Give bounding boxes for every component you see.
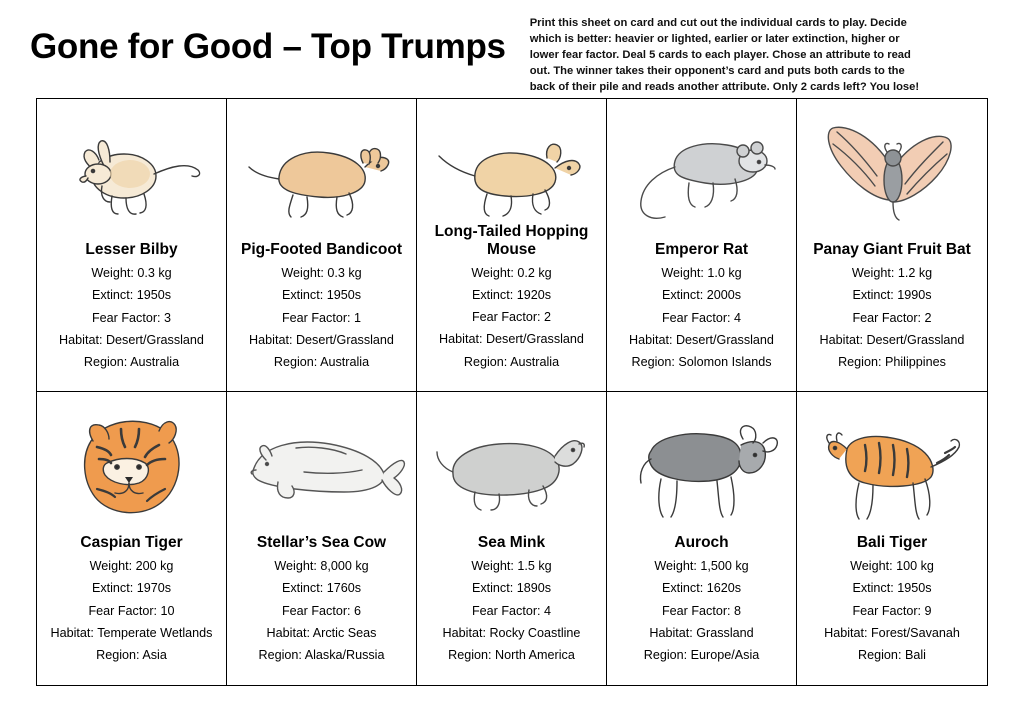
stat-extinct: Extinct: 1970s — [91, 581, 172, 596]
stat-habitat: Habitat: Desert/Grassland — [249, 332, 394, 347]
stat-habitat: Habitat: Arctic Seas — [266, 625, 377, 640]
tiger-head-illustration — [43, 402, 220, 532]
card-stats — [803, 556, 981, 677]
card-stats — [423, 263, 600, 383]
bilby-illustration — [43, 109, 220, 239]
stat-extinct: Extinct: 1920s — [471, 288, 552, 303]
stat-habitat: Habitat: Rocky Coastline — [442, 625, 581, 640]
instructions-text: Print this sheet on card and cut out the individual cards to play. Decide which is better: heavier or lighted, earlier or later extinction, higher or lower fear factor. Deal 5 cards to each player. Chose an attribute to read out. The winner takes their opponent’s card and puts both cards to the back of their pile and reads another attribute. Only 2 cards left? You lose! — [529, 17, 920, 93]
card-panay-giant-fruit-bat[interactable] — [797, 99, 987, 392]
stat-weight: Weight: 1.5 kg — [471, 559, 552, 574]
card-long-tailed-hopping-mouse[interactable] — [417, 99, 607, 392]
stat-extinct: Extinct: 1890s — [471, 581, 552, 596]
card-stellars-sea-cow[interactable] — [227, 392, 417, 685]
card-stats — [43, 263, 220, 383]
card-emperor-rat[interactable] — [607, 99, 797, 392]
bali-tiger-illustration — [803, 402, 981, 532]
card-stats — [233, 263, 410, 383]
auroch-illustration — [613, 402, 790, 532]
stat-fear-factor: Fear Factor: 6 — [281, 603, 362, 618]
sheet-header — [0, 0, 1024, 96]
card-title: Bali Tiger — [856, 534, 928, 551]
bandicoot-illustration — [233, 109, 410, 239]
card-stats — [43, 556, 220, 677]
card-title: Auroch — [674, 534, 729, 551]
stat-extinct: Extinct: 1620s — [661, 581, 742, 596]
stat-fear-factor: Fear Factor: 4 — [661, 310, 742, 325]
stat-fear-factor: Fear Factor: 10 — [88, 603, 175, 618]
stat-extinct: Extinct: 1950s — [91, 288, 172, 303]
sea-mink-illustration — [423, 402, 600, 532]
stat-region: Region: Solomon Islands — [631, 354, 772, 369]
card-stats — [423, 556, 600, 677]
stat-extinct: Extinct: 2000s — [661, 288, 742, 303]
card-title: Emperor Rat — [654, 241, 749, 258]
card-title: Pig-Footed Bandicoot — [240, 241, 402, 258]
card-bali-tiger[interactable] — [797, 392, 987, 685]
card-caspian-tiger[interactable] — [37, 392, 227, 685]
stat-weight: Weight: 100 kg — [850, 559, 934, 574]
stat-habitat: Habitat: Grassland — [649, 625, 754, 640]
stat-fear-factor: Fear Factor: 9 — [852, 603, 932, 618]
stat-region: Region: Australia — [83, 354, 180, 369]
stat-weight: Weight: 0.3 kg — [281, 266, 362, 281]
card-stats — [233, 556, 410, 677]
stat-weight: Weight: 1,500 kg — [654, 559, 749, 574]
stat-extinct: Extinct: 1760s — [281, 581, 362, 596]
card-title: Panay Giant Fruit Bat — [813, 241, 971, 258]
stat-extinct: Extinct: 1950s — [281, 288, 362, 303]
stat-fear-factor: Fear Factor: 4 — [471, 603, 552, 618]
stat-habitat: Habitat: Forest/Savanah — [824, 625, 960, 640]
sea-cow-illustration — [233, 402, 410, 532]
stat-weight: Weight: 200 kg — [89, 559, 174, 574]
hopping-mouse-illustration — [423, 109, 600, 239]
card-sea-mink[interactable] — [417, 392, 607, 685]
stat-weight: Weight: 1.2 kg — [851, 266, 933, 281]
stat-habitat: Habitat: Temperate Wetlands — [50, 625, 213, 640]
card-title: Stellar’s Sea Cow — [256, 534, 387, 551]
card-title: Lesser Bilby — [85, 241, 178, 258]
stat-weight: Weight: 0.2 kg — [471, 266, 552, 281]
rat-illustration — [613, 109, 790, 239]
stat-region: Region: Philippines — [838, 354, 946, 369]
page-title: Gone for Good – Top Trumps — [30, 27, 506, 66]
card-auroch[interactable] — [607, 392, 797, 685]
card-stats — [803, 263, 981, 383]
stat-region: Region: Bali — [858, 647, 926, 662]
stat-region: Region: North America — [448, 647, 575, 662]
stat-region: Region: Asia — [96, 647, 167, 662]
card-title: Sea Mink — [477, 534, 546, 551]
stat-extinct: Extinct: 1990s — [852, 288, 932, 303]
stat-fear-factor: Fear Factor: 1 — [281, 310, 362, 325]
stat-fear-factor: Fear Factor: 2 — [852, 310, 932, 325]
card-title: Caspian Tiger — [80, 534, 183, 551]
card-stats — [613, 263, 790, 383]
stat-habitat: Habitat: Desert/Grassland — [629, 332, 774, 347]
cards-grid — [36, 98, 988, 686]
stat-fear-factor: Fear Factor: 8 — [661, 603, 742, 618]
stat-region: Region: Australia — [273, 354, 370, 369]
fruit-bat-illustration — [803, 109, 981, 239]
card-stats — [613, 556, 790, 677]
card-title: Long-Tailed Hopping Mouse — [434, 223, 589, 258]
stat-habitat: Habitat: Desert/Grassland — [439, 332, 584, 347]
stat-extinct: Extinct: 1950s — [852, 581, 932, 596]
stat-region: Region: Alaska/Russia — [258, 647, 385, 662]
card-lesser-bilby[interactable] — [37, 99, 227, 392]
stat-fear-factor: Fear Factor: 2 — [471, 310, 552, 325]
stat-weight: Weight: 8,000 kg — [274, 559, 369, 574]
card-pig-footed-bandicoot[interactable] — [227, 99, 417, 392]
stat-habitat: Habitat: Desert/Grassland — [59, 332, 204, 347]
stat-fear-factor: Fear Factor: 3 — [91, 310, 172, 325]
stat-habitat: Habitat: Desert/Grassland — [819, 332, 965, 347]
stat-region: Region: Australia — [463, 354, 560, 369]
stat-weight: Weight: 1.0 kg — [661, 266, 742, 281]
stat-region: Region: Europe/Asia — [643, 647, 760, 662]
stat-weight: Weight: 0.3 kg — [91, 266, 172, 281]
